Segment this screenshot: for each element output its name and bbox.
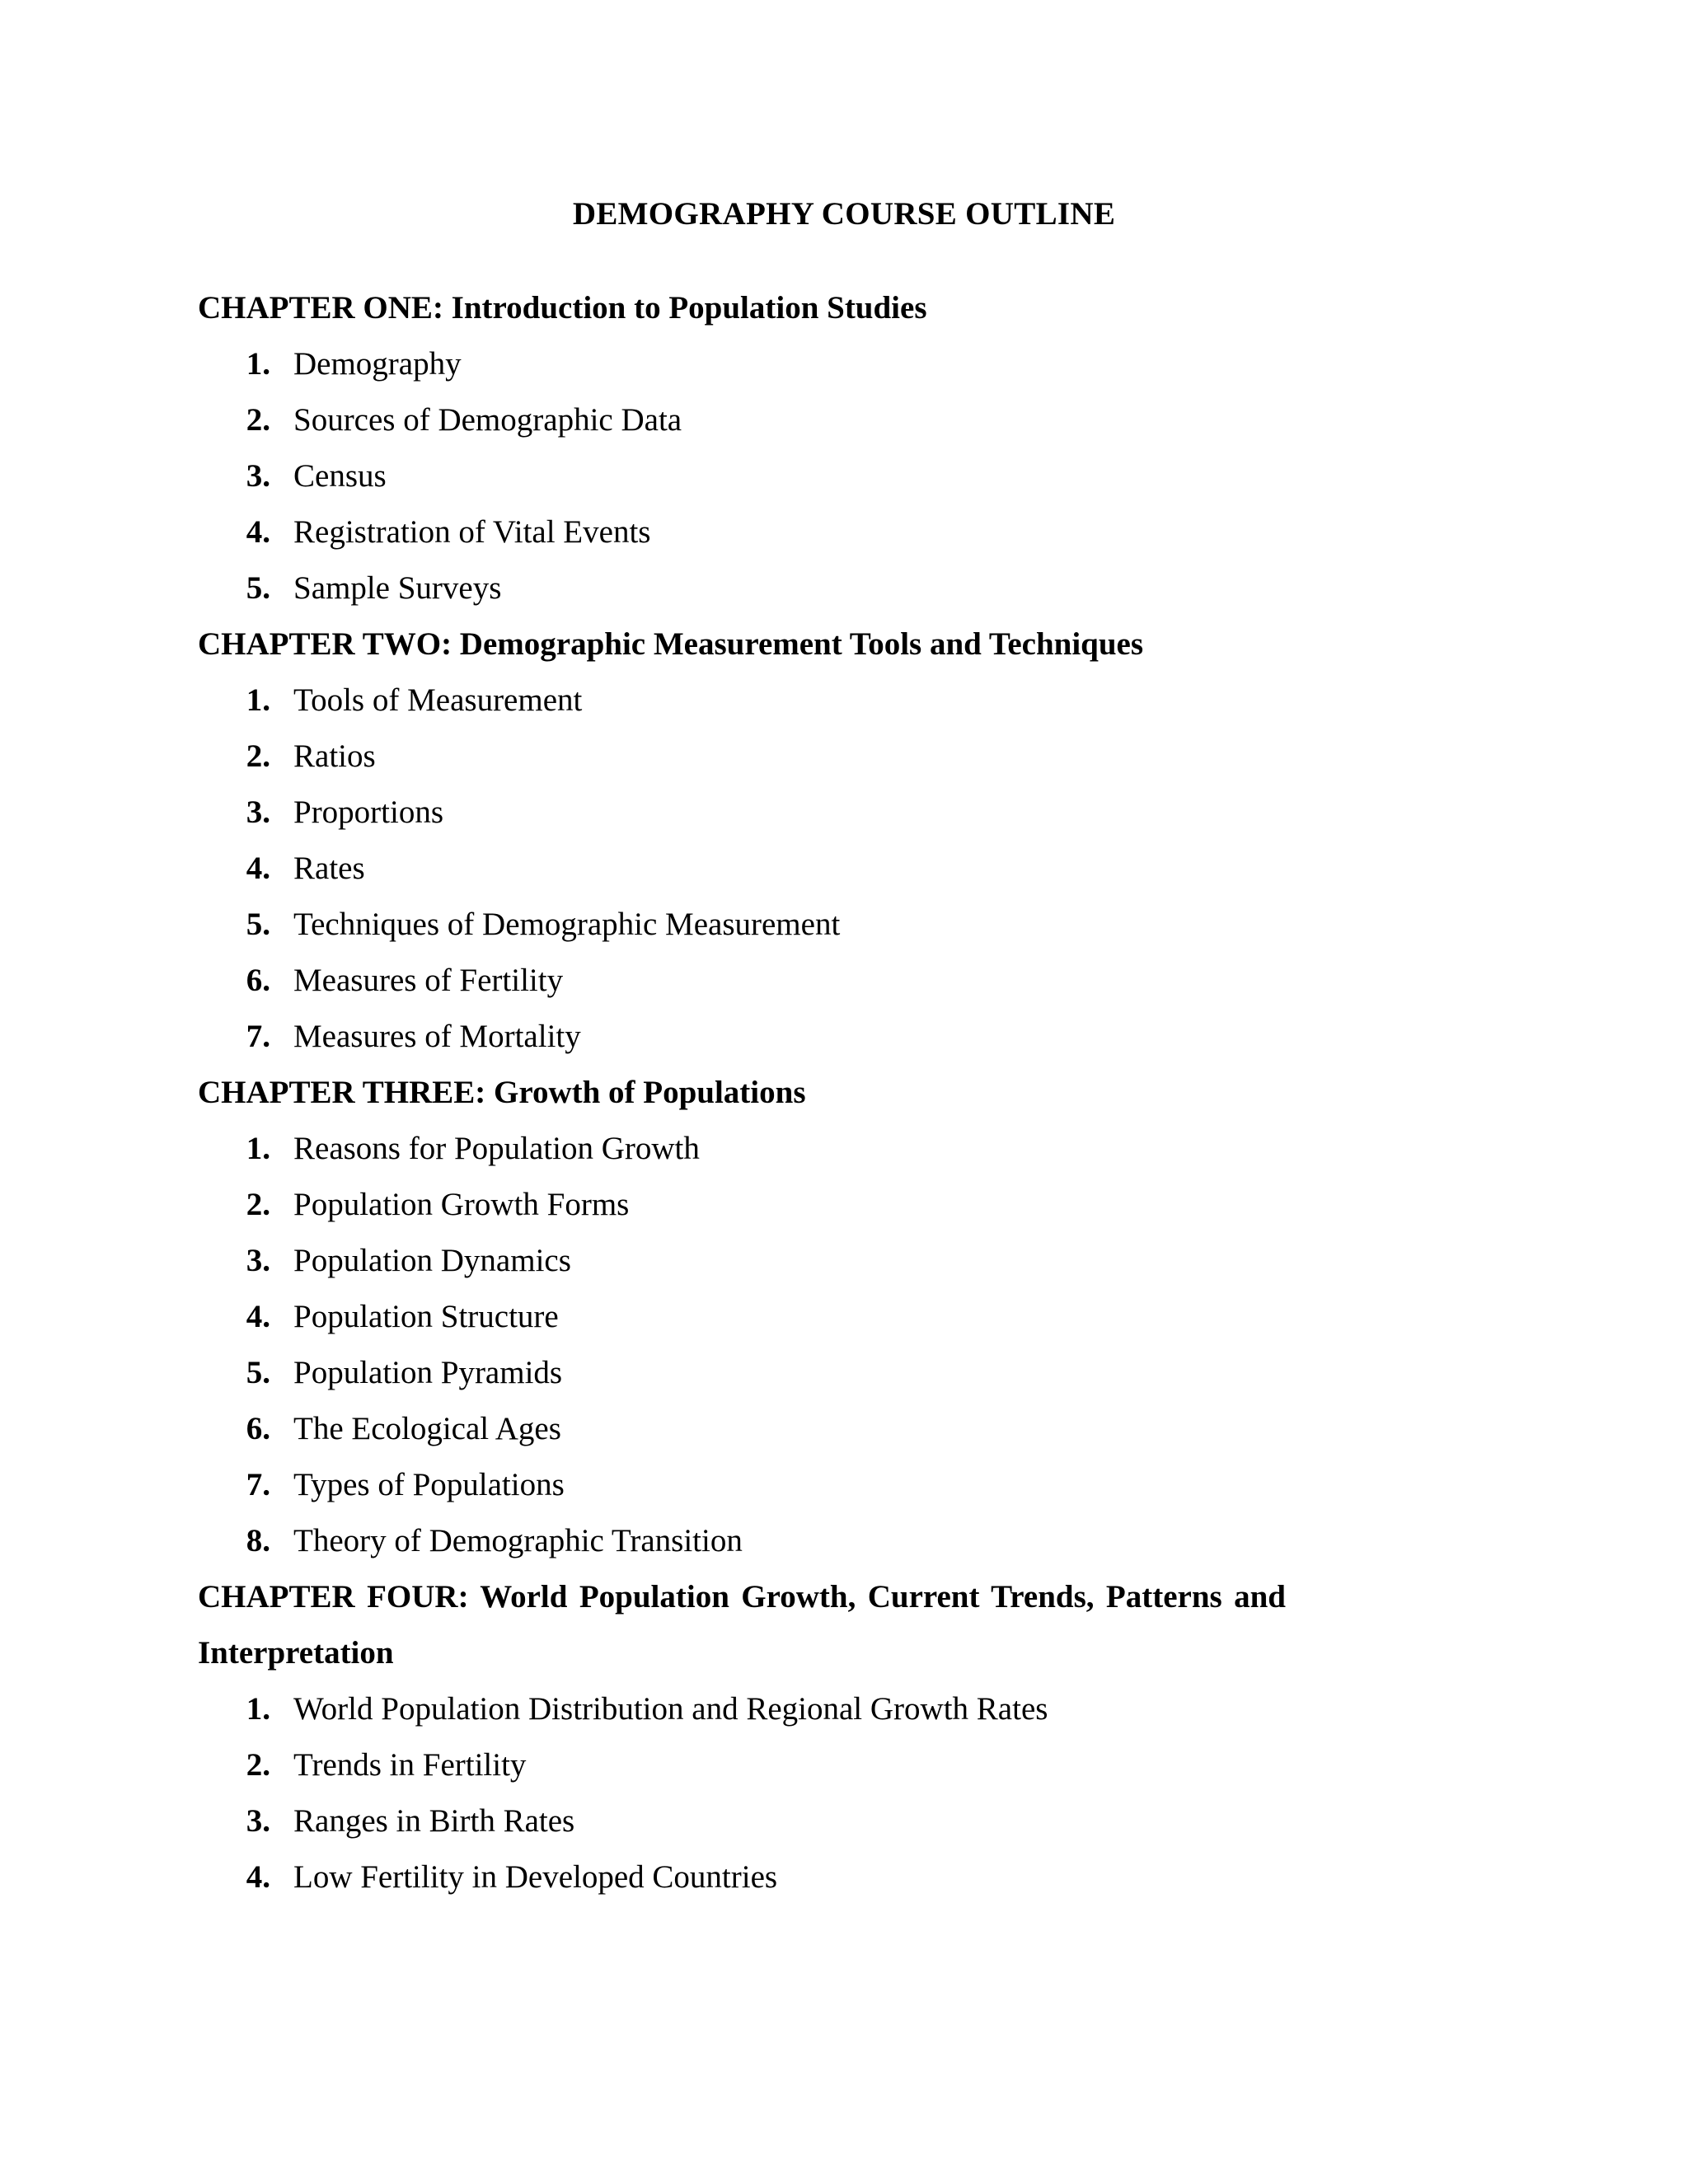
item-number: 4. [246,1299,270,1334]
item-text: Rates [293,851,365,886]
item-text: The Ecological Ages [293,1411,561,1446]
list-item [198,448,1352,504]
item-text: Trends in Fertility [293,1747,527,1783]
item-number: 4. [246,1859,270,1895]
item-text: Demography [293,346,462,382]
list-item [198,1737,1352,1793]
item-number: 7. [246,1467,270,1502]
item-text: Low Fertility in Developed Countries [293,1859,778,1895]
item-number: 3. [246,458,270,494]
document-title: DEMOGRAPHY COURSE OUTLINE [572,196,1116,232]
list-item [198,897,1352,953]
item-text: Techniques of Demographic Measurement [293,907,841,942]
item-text: Proportions [293,794,444,830]
item-number: 1. [246,682,270,718]
item-number: 2. [246,1747,270,1783]
list-item [198,1681,1352,1737]
item-text: Measures of Fertility [293,963,564,998]
chapter-three-heading: CHAPTER THREE: Growth of Populations [198,1075,806,1110]
item-text: Sample Surveys [293,570,502,606]
item-number: 2. [246,738,270,774]
item-number: 2. [246,402,270,438]
list-item [198,1457,1352,1513]
list-item [198,785,1352,841]
chapter-one-heading: CHAPTER ONE: Introduction to Population Studies [198,290,927,326]
item-text: Tools of Measurement [293,682,583,718]
item-number: 6. [246,1411,270,1446]
list-item [198,673,1352,729]
list-item [198,1849,1352,1905]
list-item [198,1233,1352,1289]
item-number: 3. [246,1803,270,1839]
item-number: 8. [246,1523,270,1558]
item-number: 5. [246,570,270,606]
item-number: 4. [246,851,270,886]
item-text: Population Dynamics [293,1243,571,1278]
list-item [198,504,1352,560]
item-number: 3. [246,1243,270,1278]
list-item [198,1345,1352,1401]
item-text: Ranges in Birth Rates [293,1803,575,1839]
item-number: 1. [246,346,270,382]
list-item [198,1513,1352,1569]
item-number: 1. [246,1131,270,1166]
list-item [198,841,1352,897]
list-item [198,1009,1352,1065]
item-text: Population Structure [293,1299,559,1334]
chapter-two-heading: CHAPTER TWO: Demographic Measurement Tools and Techniques [198,626,1144,662]
chapter-four-heading: CHAPTER FOUR: World Population Growth, Current Trends, Patterns and [198,1579,1286,1615]
item-text: World Population Distribution and Regional Growth Rates [293,1691,1048,1727]
item-number: 1. [246,1691,270,1727]
list-item [198,560,1352,616]
list-item [198,1177,1352,1233]
list-item [198,392,1352,448]
item-text: Sources of Demographic Data [293,402,682,438]
item-text: Census [293,458,387,494]
list-item [198,1793,1352,1849]
item-number: 5. [246,907,270,942]
item-text: Types of Populations [293,1467,565,1502]
item-text: Population Pyramids [293,1355,563,1390]
item-text: Population Growth Forms [293,1187,630,1222]
list-item [198,1289,1352,1345]
list-item [198,1401,1352,1457]
item-number: 7. [246,1019,270,1054]
item-text: Registration of Vital Events [293,514,651,550]
item-text: Measures of Mortality [293,1019,581,1054]
item-number: 2. [246,1187,270,1222]
item-text: Theory of Demographic Transition [293,1523,743,1558]
list-item [198,336,1352,392]
item-number: 5. [246,1355,270,1390]
item-number: 4. [246,514,270,550]
list-item [198,953,1352,1009]
list-item [198,1121,1352,1177]
chapter-four-heading-continued: Interpretation [198,1635,394,1671]
item-number: 3. [246,794,270,830]
item-number: 6. [246,963,270,998]
item-text: Reasons for Population Growth [293,1131,700,1166]
item-text: Ratios [293,738,376,774]
list-item [198,729,1352,785]
